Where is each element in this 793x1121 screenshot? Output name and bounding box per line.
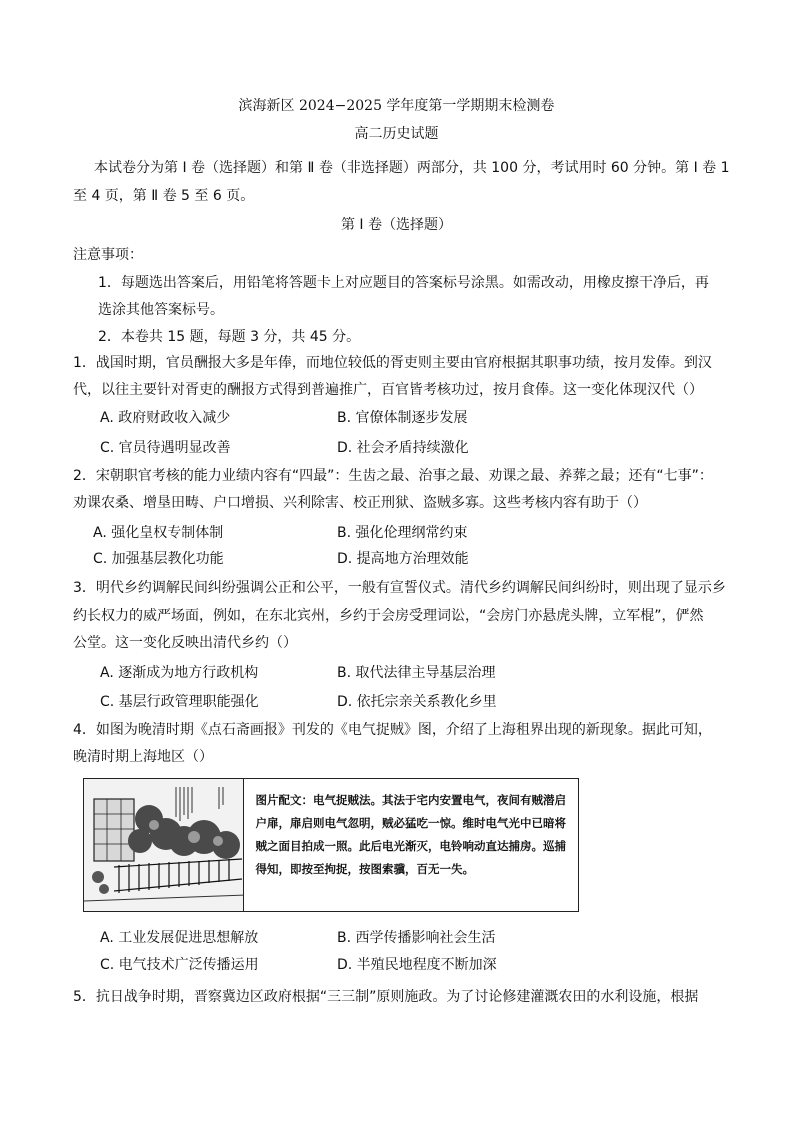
q3-line-1: 3．明代乡约调解民间纠纷强调公正和公平，一般有宣誓仪式。清代乡约调解民间纠纷时，则出现了显示乡 (73, 580, 726, 596)
q1-option-d[interactable]: D. 社会矛盾持续激化 (337, 440, 469, 456)
figure-electric-catch-thief (83, 778, 579, 912)
q2-line-1: 2．宋朝职官考核的能力业绩内容有“四最”：生齿之最、治事之最、劝课之最、养葬之最；还有“七事”： (73, 468, 713, 484)
q4-line-2: 晚清时期上海地区（） (73, 749, 213, 765)
figure-caption-line-3: 贼之面目拍成一照。此后电光渐灭，电铃响动直达捕房。巡捕 (255, 839, 566, 853)
figure-caption (244, 779, 579, 911)
q2-option-a[interactable]: A. 强化皇权专制体制 (93, 525, 224, 541)
intro-line-1: 本试卷分为第 Ⅰ 卷（选择题）和第 Ⅱ 卷（非选择题）两部分，共 100 分，考试用时 60 分钟。第 Ⅰ 卷 1 (94, 160, 730, 176)
woodcut-illustration (84, 779, 244, 911)
figure-caption-line-4: 得知，即按至拘捉，按图索骥，百无一失。 (255, 862, 474, 876)
q2-line-2: 劝课农桑、增垦田畴、户口增损、兴利除害、校正刑狱、盗贼多寡。这些考核内容有助于（） (73, 495, 647, 511)
exam-subtitle: 高二历史试题 (354, 126, 439, 142)
q1-option-a[interactable]: A. 政府财政收入减少 (100, 410, 231, 426)
q1-line-1: 1．战国时期，官员酬报大多是年俸，而地位较低的胥吏则主要由官府根据其职事功绩，按月发俸。到汉 (73, 355, 712, 371)
q4-option-b[interactable]: B. 西学传播影响社会生活 (337, 930, 496, 946)
intro-line-2: 至 4 页，第 Ⅱ 卷 5 至 6 页。 (73, 188, 255, 204)
q2-option-c[interactable]: C. 加强基层教化功能 (93, 551, 224, 567)
q3-line-3: 公堂。这一变化反映出清代乡约（） (73, 635, 297, 651)
q3-line-2: 约长权力的威严场面，例如，在东北宾州，乡约于会房受理词讼，“会房门亦悬虎头牌，立军棍”，俨然 (73, 608, 704, 624)
q5-line-1: 5．抗日战争时期，晋察冀边区政府根据“三三制”原则施政。为了讨论修建灌溉农田的水利设施，根据 (73, 989, 699, 1005)
q1-line-2: 代，以往主要针对胥吏的酬报方式得到普遍推广，百官皆考核功过，按月食俸。这一变化体现汉代（） (73, 382, 703, 398)
section-title: 第 Ⅰ 卷（选择题） (340, 217, 453, 233)
q3-option-c[interactable]: C. 基层行政管理职能强化 (100, 694, 259, 710)
figure-caption-line-1: 图片配文：电气捉贼法。其法于宅内安置电气，夜间有贼潜启 (255, 793, 566, 807)
q2-option-d[interactable]: D. 提高地方治理效能 (337, 551, 469, 567)
notice-item-1-line-2: 选涂其他答案标号。 (98, 302, 224, 318)
exam-title: 滨海新区 2024−2025 学年度第一学期期末检测卷 (238, 98, 555, 114)
q4-option-d[interactable]: D. 半殖民地程度不断加深 (337, 957, 497, 973)
q1-option-c[interactable]: C. 官员待遇明显改善 (100, 440, 231, 456)
notice-item-1-line-1: 1．每题选出答案后，用铅笔将答题卡上对应题目的答案标号涂黑。如需改动，用橡皮擦干净后，再 (98, 275, 709, 291)
notice-item-2: 2．本卷共 15 题，每题 3 分，共 45 分。 (98, 329, 361, 345)
q3-option-a[interactable]: A. 逐渐成为地方行政机构 (100, 665, 259, 681)
q4-option-c[interactable]: C. 电气技术广泛传播运用 (100, 957, 259, 973)
q4-line-1: 4．如图为晚清时期《点石斋画报》刊发的《电气捉贼》图，介绍了上海租界出现的新现象。据此可知， (73, 722, 712, 738)
notice-heading: 注意事项： (73, 247, 143, 263)
q3-option-d[interactable]: D. 依托宗亲关系教化乡里 (337, 694, 497, 710)
q4-option-a[interactable]: A. 工业发展促进思想解放 (100, 930, 259, 946)
q3-option-b[interactable]: B. 取代法律主导基层治理 (337, 665, 496, 681)
figure-caption-line-2: 户扉，扉启则电气忽明，贼必猛吃一惊。维时电气光中已暗将 (255, 816, 566, 830)
q1-option-b[interactable]: B. 官僚体制逐步发展 (337, 410, 468, 426)
q2-option-b[interactable]: B. 强化伦理纲常约束 (337, 525, 468, 541)
